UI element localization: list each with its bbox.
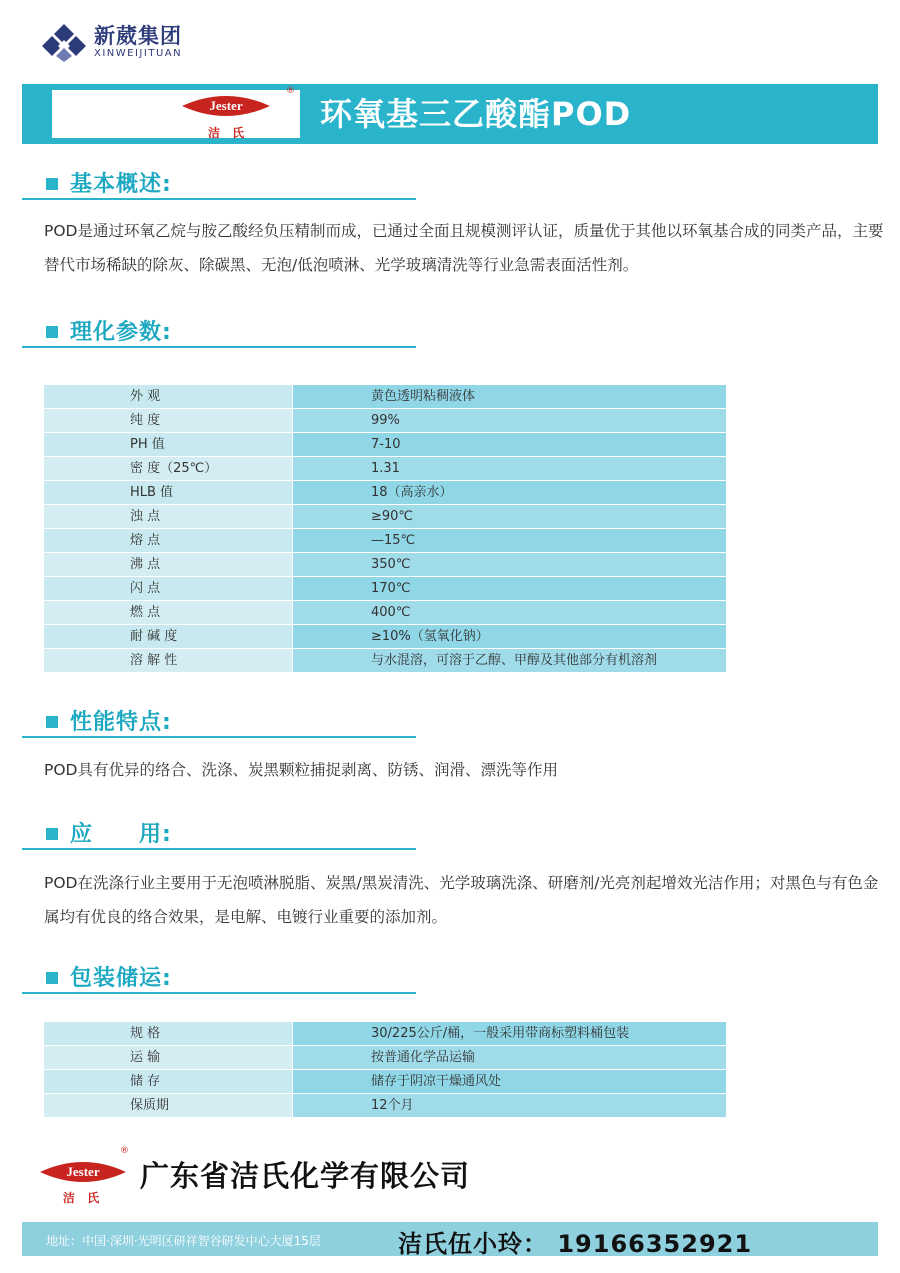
square-bullet-icon	[46, 828, 58, 840]
table-value-cell: 350℃	[292, 553, 726, 576]
table-row	[44, 649, 726, 673]
table-value-cell: 按普通化学品运输	[292, 1046, 726, 1069]
table-row	[44, 529, 726, 553]
section-heading-packaging	[22, 964, 416, 994]
table-value-cell: 7-10	[292, 433, 726, 456]
table-value-cell: 储存于阴凉干燥通风处	[292, 1070, 726, 1093]
square-bullet-icon	[46, 326, 58, 338]
table-key-cell: 浊 点	[44, 505, 292, 528]
packaging-table	[44, 1022, 726, 1118]
table-value-cell: —15℃	[292, 529, 726, 552]
table-value-cell: 与水混溶，可溶于乙醇、甲醇及其他部分有机溶剂	[292, 649, 726, 672]
table-row	[44, 577, 726, 601]
table-row	[44, 553, 726, 577]
table-row	[44, 625, 726, 649]
table-row	[44, 1046, 726, 1070]
jester-logo-text: Jester	[209, 98, 243, 113]
table-value-cell: 黄色透明粘稠液体	[292, 385, 726, 408]
table-key-cell: 沸 点	[44, 553, 292, 576]
table-row	[44, 1022, 726, 1046]
params-table	[44, 385, 726, 673]
section-heading-text: 理化参数:	[70, 320, 172, 345]
section-heading-overview	[22, 170, 416, 200]
group-logo-icon	[40, 22, 88, 62]
section-heading-text: 包装储运:	[70, 966, 172, 991]
table-key-cell: 溶 解 性	[44, 649, 292, 672]
table-key-cell: 外 观	[44, 385, 292, 408]
table-key-cell: 保质期	[44, 1094, 292, 1117]
table-value-cell: ≥90℃	[292, 505, 726, 528]
footer-logo-cn: 洁 氏	[62, 1191, 104, 1205]
table-key-cell: 燃 点	[44, 601, 292, 624]
section-heading-params	[22, 318, 416, 348]
group-name-en: XINWEIJITUAN	[94, 48, 183, 59]
group-logo	[40, 18, 182, 66]
table-key-cell: 规 格	[44, 1022, 292, 1045]
application-paragraph: POD在洗涤行业主要用于无泡喷淋脱脂、炭黑/黑炭清洗、光学玻璃洗涤、研磨剂/光亮剂起增效光洁作用；对黑色与有色金属均有优良的络合效果，是电解、电镀行业重要的添加剂。	[44, 874, 879, 926]
section-heading-text: 性能特点:	[70, 710, 172, 735]
table-row	[44, 457, 726, 481]
jester-footer-logo-icon	[38, 1148, 128, 1206]
table-row	[44, 409, 726, 433]
table-value-cell: 99%	[292, 409, 726, 432]
table-key-cell: 闪 点	[44, 577, 292, 600]
section-heading-text: 基本概述:	[70, 172, 172, 197]
overview-paragraph: POD是通过环氧乙烷与胺乙酸经负压精制而成，已通过全面且规模测评认证，质量优于其他以环氧基合成的同类产品，主要替代市场稀缺的除灰、除碳黑、无泡/低泡喷淋、光学玻璃清洗等行业急需表面活性剂。	[44, 222, 884, 274]
table-key-cell: HLB 值	[44, 481, 292, 504]
table-row	[44, 433, 726, 457]
table-key-cell: 耐 碱 度	[44, 625, 292, 648]
section-heading-text: 应 用:	[70, 822, 172, 847]
table-value-cell: 1.31	[292, 457, 726, 480]
table-value-cell: ≥10%（氢氧化钠）	[292, 625, 726, 648]
banner-registered-mark: ®	[286, 86, 295, 96]
square-bullet-icon	[46, 178, 58, 190]
table-value-cell: 12个月	[292, 1094, 726, 1117]
section-heading-application	[22, 820, 416, 850]
section-heading-features	[22, 708, 416, 738]
footer-registered-mark: ®	[120, 1146, 129, 1156]
table-key-cell: 密 度（25℃）	[44, 457, 292, 480]
footer-address: 地址：中国·深圳·光明区研祥智谷研发中心大厦15层	[46, 1234, 321, 1248]
table-value-cell: 18（高亲水）	[292, 481, 726, 504]
banner-logo-cn: 洁 氏	[208, 126, 249, 140]
table-value-cell: 30/225公斤/桶，一般采用带商标塑料桶包装	[292, 1022, 726, 1045]
table-value-cell: 170℃	[292, 577, 726, 600]
table-row	[44, 481, 726, 505]
table-key-cell: 纯 度	[44, 409, 292, 432]
table-key-cell: 运 输	[44, 1046, 292, 1069]
table-key-cell: 储 存	[44, 1070, 292, 1093]
company-name: 广东省洁氏化学有限公司	[140, 1159, 471, 1193]
footer-logo-text: Jester	[66, 1164, 100, 1179]
table-row	[44, 385, 726, 409]
square-bullet-icon	[46, 972, 58, 984]
features-paragraph: POD具有优异的络合、洗涤、炭黑颗粒捕捉剥离、防锈、润滑、漂洗等作用	[44, 761, 558, 779]
table-row	[44, 601, 726, 625]
footer-contact: 洁氏伍小玲： 19166352921	[398, 1230, 753, 1258]
jester-logo-icon	[178, 88, 274, 124]
table-row	[44, 1094, 726, 1118]
table-key-cell: 熔 点	[44, 529, 292, 552]
square-bullet-icon	[46, 716, 58, 728]
page-title: 环氧基三乙酸酯POD	[320, 95, 632, 133]
table-value-cell: 400℃	[292, 601, 726, 624]
table-row	[44, 505, 726, 529]
table-key-cell: PH 值	[44, 433, 292, 456]
group-name-cn: 新葳集团	[94, 24, 182, 48]
table-row	[44, 1070, 726, 1094]
